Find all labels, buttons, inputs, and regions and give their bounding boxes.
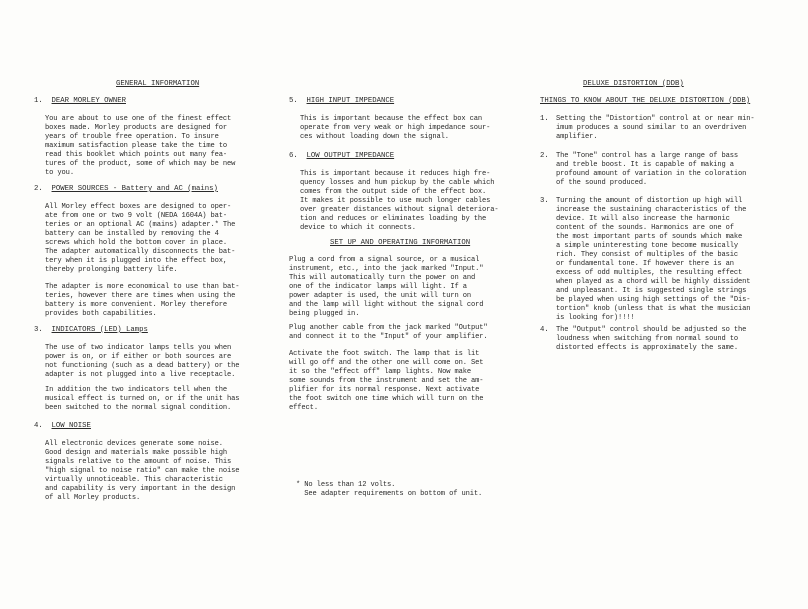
text-line: loudness when switching from normal sound to (556, 335, 739, 343)
text-line: battery is more convenient. Morley therefore (45, 301, 228, 309)
text-line: of the sound produced. (556, 179, 648, 187)
text-line: some sounds from the instrument and set the am- (289, 377, 484, 385)
text-line: musical effect is turned on, or if the unit has (45, 395, 240, 403)
text-line: and capability is very important in the design (45, 485, 236, 493)
text-line: and the lamp will light without the signal cord (289, 301, 484, 309)
text-line: This is important because the effect box can (300, 115, 483, 123)
section-5-number: 5. (289, 97, 298, 105)
text-line: rich. They consist of multiples of the basic (556, 251, 739, 259)
item-1-number: 1. (540, 115, 549, 123)
text-line: Plug a cord from a signal source, or a musical (289, 256, 480, 264)
section-3-title: INDICATORS (LED) Lamps (51, 326, 148, 334)
section-5-heading (289, 97, 394, 106)
text-line: years of trouble free operation. To insure (45, 133, 219, 141)
text-line: the most important parts of sounds which make (556, 233, 743, 241)
text-line: the foot switch one time which will turn on the (289, 395, 484, 403)
text-line: device to which it connects. (300, 224, 416, 232)
text-line: read this booklet which points out many fea- (45, 151, 228, 159)
text-line: See adapter requirements on bottom of unit. (296, 490, 483, 498)
text-line: signals relative to the amount of noise. This (45, 458, 232, 466)
text-line: or fundamental tone. If however there is an (556, 260, 734, 268)
text-line: screws which hold the bottom cover in place. (45, 239, 228, 247)
text-line: tion and reduces or eliminates loading by the (300, 215, 487, 223)
section-4-title: LOW NOISE (51, 422, 91, 430)
text-line: It makes it possible to use much longer cables (300, 197, 491, 205)
text-line: instrument, etc., into the jack marked "Input." (289, 265, 484, 273)
text-line: The adapter is more economical to use than bat- (45, 283, 240, 291)
section-3-number: 3. (34, 326, 43, 334)
text-line: The use of two indicator lamps tells you when (45, 344, 232, 352)
text-line: boxes made. Morley products are designed for (45, 124, 228, 132)
text-line: power adapter is used, the unit will turn on (289, 292, 472, 300)
text-line: and treble boost. It is capable of making a (556, 161, 734, 169)
section-2-title: POWER SOURCES - Battery and AC (mains) (51, 185, 218, 193)
text-line: excess of odd multiples, the resulting effect (556, 269, 743, 277)
text-line: increase the sustaining characteristics of the (556, 206, 747, 214)
text-line: one of the indicator lamps will light. If a (289, 283, 467, 291)
text-line: plifier for its normal response. Next activate (289, 386, 480, 394)
text-line: tures of the product, some of which may be new (45, 160, 236, 168)
text-line: You are about to use one of the finest effect (45, 115, 232, 123)
text-line: thereby prolonging battery life. (45, 266, 178, 274)
deluxe-distortion-heading: DELUXE DISTORTION (DDB) (583, 80, 684, 88)
text-line: provides both capabilities. (45, 310, 157, 318)
text-line: battery can be installed by removing the 4 (45, 230, 219, 238)
section-4-number: 4. (34, 422, 43, 430)
text-line: is looking for)!!!! (556, 314, 635, 322)
things-to-know-heading: THINGS TO KNOW ABOUT THE DELUXE DISTORTION (DDB) (540, 97, 751, 105)
text-line: The adapter automatically disconnects the bat- (45, 248, 236, 256)
text-line: device. It will also increase the harmonic (556, 215, 730, 223)
text-line: been switched to the normal signal condition. (45, 404, 232, 412)
text-line: a simple uninteresting tone become musically (556, 242, 739, 250)
section-1-heading (34, 97, 126, 106)
section-1-number: 1. (34, 97, 43, 105)
text-line: to you. (45, 169, 74, 177)
text-line: * No less than 12 volts. (296, 481, 396, 489)
text-line: "high signal to noise ratio" can make the noise (45, 467, 240, 475)
text-line: adapter is not plugged into a live receptacle. (45, 371, 236, 379)
text-line: operate from very weak or high impedance sour- (300, 124, 491, 132)
text-line: and connect it to the "Input" of your amplifier. (289, 333, 488, 341)
text-line: Good design and materials make possible high (45, 449, 228, 457)
text-line: teries or an optional AC (mains) adapter.* The (45, 221, 236, 229)
text-line: comes from the output side of the effect box. (300, 188, 487, 196)
text-line: be played when using high settings of the "Dis- (556, 296, 751, 304)
section-4-heading (34, 422, 91, 431)
text-line: This is important because it reduces high fre- (300, 170, 491, 178)
text-line: of all Morley products. (45, 494, 141, 502)
text-line: power is on, or if either or both sources are (45, 353, 232, 361)
text-line: tery when it is plugged into the effect box, (45, 257, 228, 265)
text-line: profound amount of variation in the coloration (556, 170, 747, 178)
text-line: amplifier. (556, 133, 598, 141)
section-3-heading (34, 326, 148, 335)
general-information-heading: GENERAL INFORMATION (116, 80, 200, 88)
text-line: and unpleasant. It is suggested single strings (556, 287, 747, 295)
text-line: maximum satisfaction please take the time to (45, 142, 228, 150)
text-line: content of the sounds. Harmonics are one of (556, 224, 734, 232)
text-line: ces without loading down the signal. (300, 133, 449, 141)
item-2-number: 2. (540, 152, 549, 160)
section-6-number: 6. (289, 152, 298, 160)
item-3-number: 3. (540, 197, 549, 205)
text-line: virtually unnoticeable. This characteristic (45, 476, 223, 484)
text-line: it so the "effect off" lamp lights. Now make (289, 368, 472, 376)
text-line: imum produces a sound similar to an overdriven (556, 124, 747, 132)
text-line: ate from one or two 9 volt (NEDA 1604A) bat- (45, 212, 228, 220)
section-2-heading (34, 185, 218, 194)
text-line: This will automatically turn the power on and (289, 274, 476, 282)
text-line: quency losses and hum pickup by the cable which (300, 179, 495, 187)
text-line: Turning the amount of distortion up high will (556, 197, 743, 205)
setup-heading: SET UP AND OPERATING INFORMATION (330, 239, 471, 247)
item-4-number: 4. (540, 326, 549, 334)
section-6-title: LOW OUTPUT IMPEDANCE (306, 152, 395, 160)
text-line: Setting the "Distortion" control at or near min- (556, 115, 755, 123)
text-line: In addition the two indicators tell when the (45, 386, 228, 394)
text-line: The "Tone" control has a large range of bass (556, 152, 739, 160)
text-line: All Morley effect boxes are designed to oper- (45, 203, 232, 211)
text-line: All electronic devices generate some noise. (45, 440, 223, 448)
text-line: The "Output" control should be adjusted so the (556, 326, 747, 334)
section-6-heading (289, 152, 394, 161)
text-line: teries, however there are times when using the (45, 292, 236, 300)
text-line: will go off and the other one will come on. Set (289, 359, 484, 367)
text-line: over greater distances without signal deteriora- (300, 206, 499, 214)
text-line: Activate the foot switch. The lamp that is lit (289, 350, 480, 358)
text-line: not functioning (such as a dead battery) or the (45, 362, 240, 370)
text-line: tortion" knob (unless that is what the musician (556, 305, 751, 313)
text-line: effect. (289, 404, 318, 412)
section-2-number: 2. (34, 185, 43, 193)
text-line: distorted effects is approximately the same. (556, 344, 739, 352)
section-1-title: DEAR MORLEY OWNER (51, 97, 126, 105)
text-line: Plug another cable from the jack marked "Output" (289, 324, 488, 332)
text-line: being plugged in. (289, 310, 360, 318)
text-line: when played as a chord will be highly dissident (556, 278, 751, 286)
section-5-title: HIGH INPUT IMPEDANCE (306, 97, 395, 105)
